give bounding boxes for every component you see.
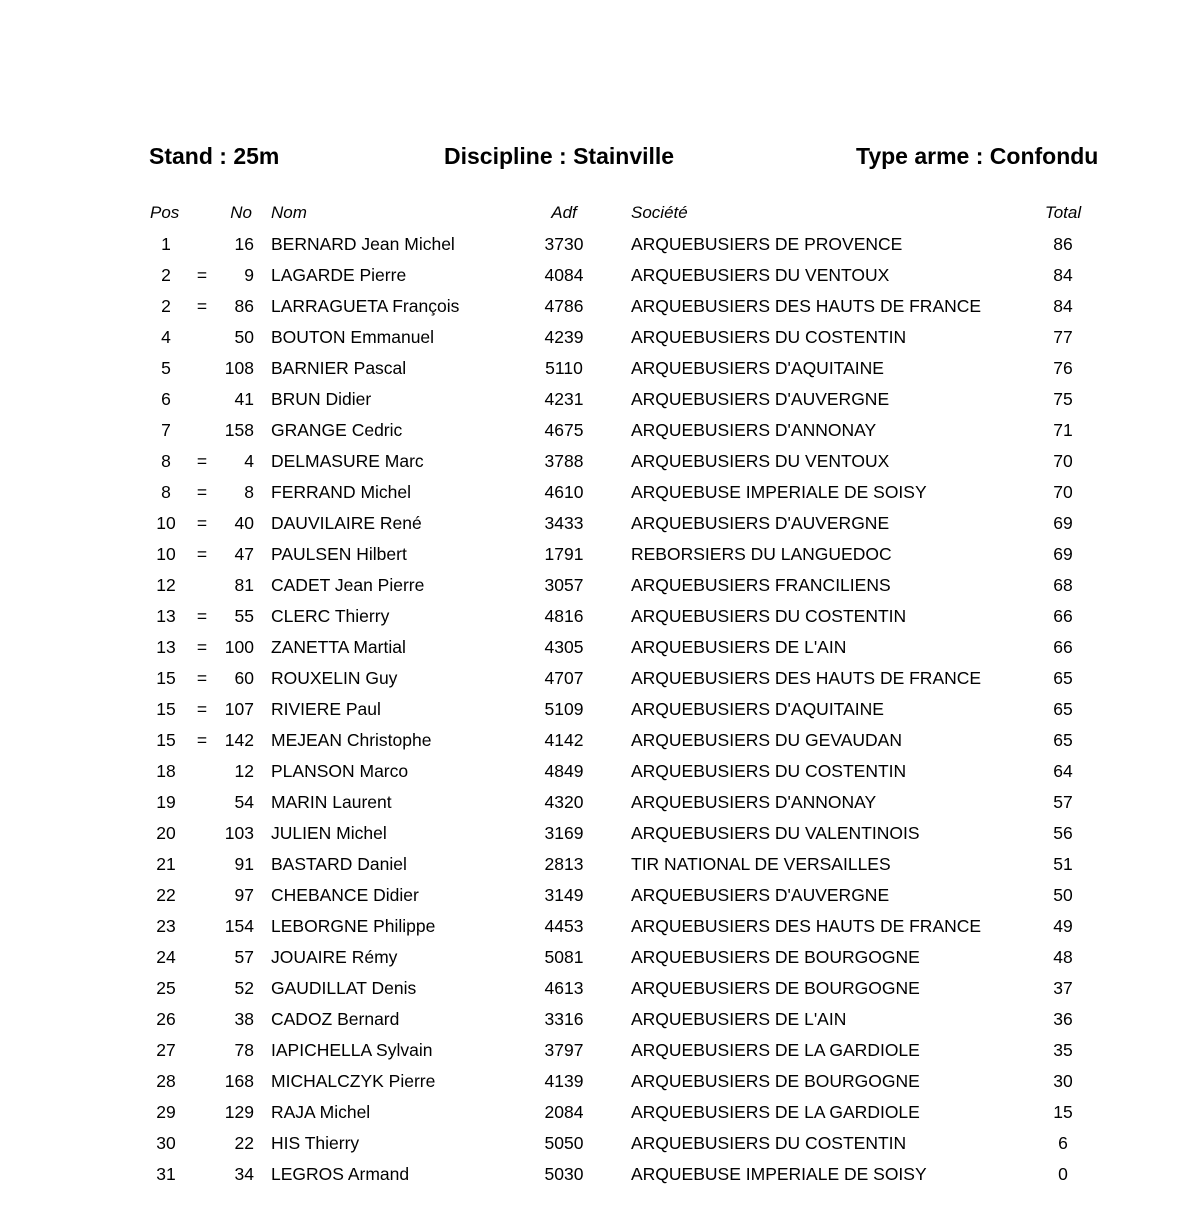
table-row [0,570,1190,601]
name-cell: CADOZ Bernard [271,1009,400,1029]
table-row [0,818,1190,849]
bib-number-cell: 50 [234,327,254,347]
adf-cell: 5081 [544,947,584,967]
adf-cell: 5050 [544,1133,584,1153]
adf-cell: 1791 [544,544,584,564]
adf-cell: 4139 [544,1071,584,1091]
club-cell: ARQUEBUSIERS D'AUVERGNE [631,389,890,409]
name-cell: JULIEN Michel [271,823,387,843]
table-row [0,694,1190,725]
name-cell: BASTARD Daniel [271,854,407,874]
table-row [0,260,1190,291]
weapon-type-title: Type arme : Confondu [856,143,1099,169]
bib-number-cell: 16 [234,234,254,254]
table-row [0,1128,1190,1159]
adf-cell: 3730 [544,234,584,254]
rank-cell: 12 [156,575,176,595]
rank-cell: 6 [161,389,171,409]
name-cell: MARIN Laurent [271,792,392,812]
total-cell: 64 [1053,761,1073,781]
bib-number-cell: 22 [234,1133,254,1153]
table-row [0,787,1190,818]
bib-number-cell: 108 [224,358,254,378]
adf-cell: 4084 [544,265,584,285]
discipline-title: Discipline : Stainville [444,143,675,169]
club-cell: ARQUEBUSIERS DE BOURGOGNE [631,1071,920,1091]
adf-cell: 5110 [545,358,583,378]
club-cell: ARQUEBUSIERS D'AQUITAINE [631,358,884,378]
adf-cell: 4849 [544,761,584,781]
tie-marker: = [196,606,208,626]
rank-cell: 29 [156,1102,176,1122]
total-cell: 65 [1053,699,1073,719]
adf-cell: 4320 [544,792,584,812]
table-row [0,973,1190,1004]
table-row [0,849,1190,880]
name-cell: BARNIER Pascal [271,358,407,378]
total-cell: 35 [1053,1040,1073,1060]
total-cell: 30 [1053,1071,1073,1091]
table-row [0,1159,1190,1190]
name-cell: DELMASURE Marc [271,451,424,471]
adf-cell: 4142 [544,730,584,750]
club-cell: ARQUEBUSIERS DE L'AIN [631,637,847,657]
total-cell: 48 [1053,947,1073,967]
column-headers [0,201,1190,225]
adf-cell: 2084 [544,1102,584,1122]
rank-cell: 30 [156,1133,176,1153]
name-cell: GRANGE Cedric [271,420,403,440]
club-cell: ARQUEBUSIERS DU VENTOUX [631,265,890,285]
total-cell: 65 [1053,730,1073,750]
bib-number-cell: 86 [234,296,254,316]
name-cell: DAUVILAIRE René [271,513,422,533]
club-cell: ARQUEBUSIERS DU COSTENTIN [631,761,907,781]
adf-cell: 4707 [544,668,584,688]
bib-number-cell: 154 [224,916,254,936]
total-cell: 70 [1053,451,1073,471]
table-row [0,1097,1190,1128]
rank-cell: 24 [156,947,176,967]
bib-number-cell: 97 [234,885,254,905]
rank-cell: 4 [161,327,171,347]
table-row [0,415,1190,446]
adf-cell: 4786 [544,296,584,316]
table-row [0,1004,1190,1035]
tie-marker: = [196,482,208,502]
name-cell: LARRAGUETA François [271,296,460,316]
adf-cell: 3433 [544,513,584,533]
column-header-pos: Pos [150,203,180,222]
adf-cell: 3788 [544,451,584,471]
adf-cell: 2813 [544,854,584,874]
rank-cell: 7 [161,420,171,440]
table-row [0,353,1190,384]
name-cell: CHEBANCE Didier [271,885,419,905]
bib-number-cell: 60 [234,668,254,688]
club-cell: ARQUEBUSIERS DE BOURGOGNE [631,947,920,967]
table-row [0,1035,1190,1066]
total-cell: 49 [1053,916,1073,936]
table-row [0,663,1190,694]
rank-cell: 31 [156,1164,176,1184]
total-cell: 69 [1053,513,1073,533]
total-cell: 66 [1053,637,1073,657]
adf-cell: 5109 [544,699,584,719]
adf-cell: 4613 [544,978,584,998]
rank-cell: 10 [156,513,176,533]
column-header-no: No [230,203,252,222]
club-cell: ARQUEBUSIERS D'ANNONAY [631,420,877,440]
rank-cell: 23 [156,916,176,936]
table-row [0,601,1190,632]
total-cell: 56 [1053,823,1073,843]
club-cell: ARQUEBUSIERS DU COSTENTIN [631,606,907,626]
column-header-adf: Adf [551,203,577,222]
name-cell: LAGARDE Pierre [271,265,407,285]
table-row [0,508,1190,539]
total-cell: 69 [1053,544,1073,564]
adf-cell: 4453 [544,916,584,936]
total-cell: 6 [1058,1133,1068,1153]
table-row [0,911,1190,942]
bib-number-cell: 4 [244,451,254,471]
name-cell: PLANSON Marco [271,761,409,781]
club-cell: ARQUEBUSE IMPERIALE DE SOISY [631,482,927,502]
name-cell: LEGROS Armand [271,1164,410,1184]
name-cell: CADET Jean Pierre [271,575,425,595]
rank-cell: 15 [156,668,176,688]
bib-number-cell: 9 [244,265,254,285]
tie-marker: = [196,637,208,657]
bib-number-cell: 103 [224,823,254,843]
adf-cell: 4305 [544,637,584,657]
club-cell: ARQUEBUSIERS DES HAUTS DE FRANCE [631,296,982,316]
adf-cell: 3316 [544,1009,584,1029]
table-row [0,725,1190,756]
table-row [0,756,1190,787]
adf-cell: 3149 [544,885,584,905]
tie-marker: = [196,451,208,471]
rank-cell: 26 [156,1009,176,1029]
name-cell: GAUDILLAT Denis [271,978,417,998]
club-cell: ARQUEBUSIERS DE BOURGOGNE [631,978,920,998]
name-cell: JOUAIRE Rémy [271,947,398,967]
total-cell: 66 [1053,606,1073,626]
table-row [0,322,1190,353]
total-cell: 65 [1053,668,1073,688]
club-cell: ARQUEBUSE IMPERIALE DE SOISY [631,1164,927,1184]
rank-cell: 13 [156,606,176,626]
name-cell: MICHALCZYK Pierre [271,1071,436,1091]
name-cell: CLERC Thierry [271,606,390,626]
total-cell: 0 [1058,1164,1068,1184]
name-cell: HIS Thierry [271,1133,360,1153]
rank-cell: 13 [156,637,176,657]
rank-cell: 21 [156,854,176,874]
club-cell: ARQUEBUSIERS D'AUVERGNE [631,513,890,533]
rank-cell: 25 [156,978,176,998]
column-header-nom: Nom [271,203,307,222]
club-cell: ARQUEBUSIERS D'AQUITAINE [631,699,884,719]
club-cell: ARQUEBUSIERS DU VENTOUX [631,451,890,471]
total-cell: 36 [1053,1009,1073,1029]
name-cell: MEJEAN Christophe [271,730,432,750]
bib-number-cell: 55 [234,606,254,626]
bib-number-cell: 78 [234,1040,254,1060]
bib-number-cell: 34 [234,1164,254,1184]
rank-cell: 8 [161,451,171,471]
column-header-total: Total [1044,203,1082,222]
total-cell: 84 [1053,265,1073,285]
name-cell: ROUXELIN Guy [271,668,398,688]
total-cell: 37 [1053,978,1073,998]
club-cell: ARQUEBUSIERS DU COSTENTIN [631,1133,907,1153]
table-row [0,942,1190,973]
club-cell: ARQUEBUSIERS DE LA GARDIOLE [631,1102,920,1122]
club-cell: ARQUEBUSIERS D'AUVERGNE [631,885,890,905]
name-cell: IAPICHELLA Sylvain [271,1040,433,1060]
total-cell: 70 [1053,482,1073,502]
rank-cell: 18 [156,761,176,781]
name-cell: BRUN Didier [271,389,372,409]
rank-cell: 27 [156,1040,176,1060]
bib-number-cell: 41 [234,389,254,409]
total-cell: 57 [1053,792,1073,812]
stand-title: Stand : 25m [149,143,280,169]
tie-marker: = [196,699,208,719]
tie-marker: = [196,513,208,533]
bib-number-cell: 40 [234,513,254,533]
tie-marker: = [196,544,208,564]
bib-number-cell: 142 [224,730,254,750]
rank-cell: 20 [156,823,176,843]
rank-cell: 10 [156,544,176,564]
club-cell: ARQUEBUSIERS DES HAUTS DE FRANCE [631,916,982,936]
bib-number-cell: 129 [224,1102,254,1122]
adf-cell: 3169 [544,823,584,843]
total-cell: 86 [1053,234,1073,254]
bib-number-cell: 8 [244,482,254,502]
bib-number-cell: 47 [234,544,254,564]
bib-number-cell: 54 [234,792,254,812]
total-cell: 50 [1053,885,1073,905]
rank-cell: 15 [156,730,176,750]
table-row [0,880,1190,911]
table-row [0,229,1190,260]
tie-marker: = [196,296,208,316]
club-cell: ARQUEBUSIERS DE LA GARDIOLE [631,1040,920,1060]
bib-number-cell: 168 [224,1071,254,1091]
total-cell: 77 [1053,327,1073,347]
club-cell: ARQUEBUSIERS DE L'AIN [631,1009,847,1029]
adf-cell: 4239 [544,327,584,347]
bib-number-cell: 38 [234,1009,254,1029]
results-table [0,229,1190,1190]
table-row [0,291,1190,322]
adf-cell: 3057 [544,575,584,595]
tie-marker: = [196,730,208,750]
table-row [0,1066,1190,1097]
club-cell: ARQUEBUSIERS DES HAUTS DE FRANCE [631,668,982,688]
adf-cell: 4816 [544,606,584,626]
rank-cell: 22 [156,885,176,905]
table-row [0,539,1190,570]
table-row [0,446,1190,477]
name-cell: RAJA Michel [271,1102,371,1122]
bib-number-cell: 57 [234,947,254,967]
tie-marker: = [196,265,208,285]
bib-number-cell: 91 [234,854,254,874]
rank-cell: 1 [161,234,171,254]
rank-cell: 2 [161,265,171,285]
total-cell: 76 [1053,358,1073,378]
bib-number-cell: 12 [234,761,254,781]
bib-number-cell: 52 [234,978,254,998]
bib-number-cell: 107 [224,699,254,719]
rank-cell: 28 [156,1071,176,1091]
adf-cell: 5030 [544,1164,584,1184]
club-cell: ARQUEBUSIERS FRANCILIENS [631,575,891,595]
name-cell: BERNARD Jean Michel [271,234,455,254]
name-cell: RIVIERE Paul [271,699,381,719]
name-cell: LEBORGNE Philippe [271,916,436,936]
name-cell: FERRAND Michel [271,482,412,502]
bib-number-cell: 81 [234,575,254,595]
table-row [0,477,1190,508]
rank-cell: 5 [161,358,171,378]
club-cell: TIR NATIONAL DE VERSAILLES [631,854,891,874]
adf-cell: 4675 [544,420,584,440]
club-cell: ARQUEBUSIERS DU COSTENTIN [631,327,907,347]
total-cell: 84 [1053,296,1073,316]
rank-cell: 19 [156,792,176,812]
club-cell: ARQUEBUSIERS DE PROVENCE [631,234,903,254]
rank-cell: 15 [156,699,176,719]
total-cell: 68 [1053,575,1073,595]
rank-cell: 2 [161,296,171,316]
rank-cell: 8 [161,482,171,502]
total-cell: 15 [1053,1102,1073,1122]
adf-cell: 4610 [544,482,584,502]
club-cell: ARQUEBUSIERS D'ANNONAY [631,792,877,812]
total-cell: 51 [1053,854,1073,874]
total-cell: 71 [1053,420,1073,440]
adf-cell: 4231 [544,389,584,409]
name-cell: ZANETTA Martial [271,637,406,657]
total-cell: 75 [1053,389,1073,409]
table-row [0,632,1190,663]
bib-number-cell: 158 [224,420,254,440]
bib-number-cell: 100 [224,637,254,657]
column-header-societe: Société [631,203,688,222]
name-cell: PAULSEN Hilbert [271,544,407,564]
adf-cell: 3797 [544,1040,584,1060]
club-cell: ARQUEBUSIERS DU GEVAUDAN [631,730,902,750]
table-row [0,384,1190,415]
tie-marker: = [196,668,208,688]
club-cell: REBORSIERS DU LANGUEDOC [631,544,892,564]
name-cell: BOUTON Emmanuel [271,327,435,347]
club-cell: ARQUEBUSIERS DU VALENTINOIS [631,823,920,843]
